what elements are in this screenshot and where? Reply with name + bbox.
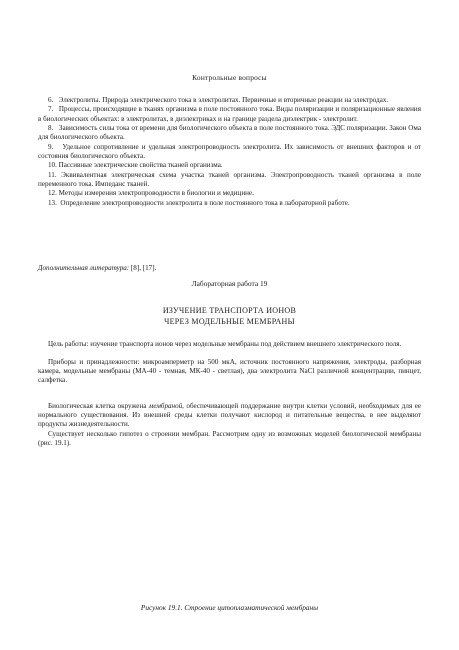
lab-work-title: Лабораторная работа 19 <box>191 279 268 288</box>
question-item: 11. Эквивалентная электрическая схема участка тканей организма. Электропроводность тканей организма в поле переменного тока. Импеданс тканей. <box>38 170 421 188</box>
goal-paragraph <box>38 340 421 349</box>
question-item: 8. Зависимость силы тока от времени для биологического объекта в поле постоянного тока. ЭДС поляризации. Закон Ома для биологического объекта. <box>38 124 421 142</box>
extra-literature-label: Дополнительная литература: <box>38 264 130 272</box>
question-item: 12. Методы измерения электропроводности в биологии и медицине. <box>48 189 254 198</box>
question-item: 6. Электролиты. Природа электрического тока в электролитах. Первичные и вторичные реакции на электродах. <box>48 96 389 104</box>
extra-literature <box>38 264 421 273</box>
hypothesis-paragraph <box>38 430 421 448</box>
membrane-term: мембраной, <box>148 402 184 410</box>
intro-text-end: обеспечивающей поддержание внутри клетки условий, необходимых для ее нормального существования. Из внешней среды клетки получают кислород и питательные вещества, в нее выделяют продукты жизнедеятельности. <box>38 402 421 429</box>
intro-text <box>38 402 421 429</box>
questions-list <box>38 96 421 208</box>
equipment-paragraph <box>38 358 421 385</box>
goal-text: Цель работы: изучение транспорта ионов через модельные мембраны под действием внешнего электрического поля. <box>48 340 402 348</box>
section-heading: Контрольные вопросы <box>192 73 267 82</box>
question-item: 13. Определение электропроводности электролита в поле постоянного тока в лабораторной работе. <box>48 198 350 207</box>
main-title-line1: ИЗУЧЕНИЕ ТРАНСПОРТА ИОНОВ <box>162 306 297 315</box>
intro-paragraph <box>38 402 421 429</box>
hypothesis-text: Существует несколько гипотез о строении мембран. Рассмотрим одну из возможных моделей биологической мембраны (рис. 19.1). <box>38 430 421 448</box>
main-title-line2: ЧЕРЕЗ МОДЕЛЬНЫЕ МЕМБРАНЫ <box>164 317 295 326</box>
question-item: 7. Процессы, происходящие в тканях организма в поле постоянного тока. Виды поляризации и поляризационные явления в биологических объектах: в электролитах, в диэлектриках и на границе раздела диэлектрик - электролит. <box>38 105 421 123</box>
equipment-text: Приборы и принадлежности: микроамперметр на 500 мкА, источник постоянного напряжения, электроды, разборная камера, модельные мембраны (МА-40 - темная, МК-40 - светлая), два электролита NaCl различной концентрации, пинцет, салфетка. <box>38 358 421 385</box>
extra-literature-refs: [8], [17]. <box>129 264 157 272</box>
question-item: 9. Удельное сопротивление и удельная электропроводность электролита. Их зависимость от внешних факторов и от состояния биологического объекта. <box>38 142 421 160</box>
figure-caption: Рисунок 19.1. Строение цитоплазматической мембраны <box>140 603 319 612</box>
intro-text-start: Биологическая клетка окружена <box>48 402 149 410</box>
question-item: 10. Пассивные электрические свойства тканей организма. <box>48 161 223 170</box>
